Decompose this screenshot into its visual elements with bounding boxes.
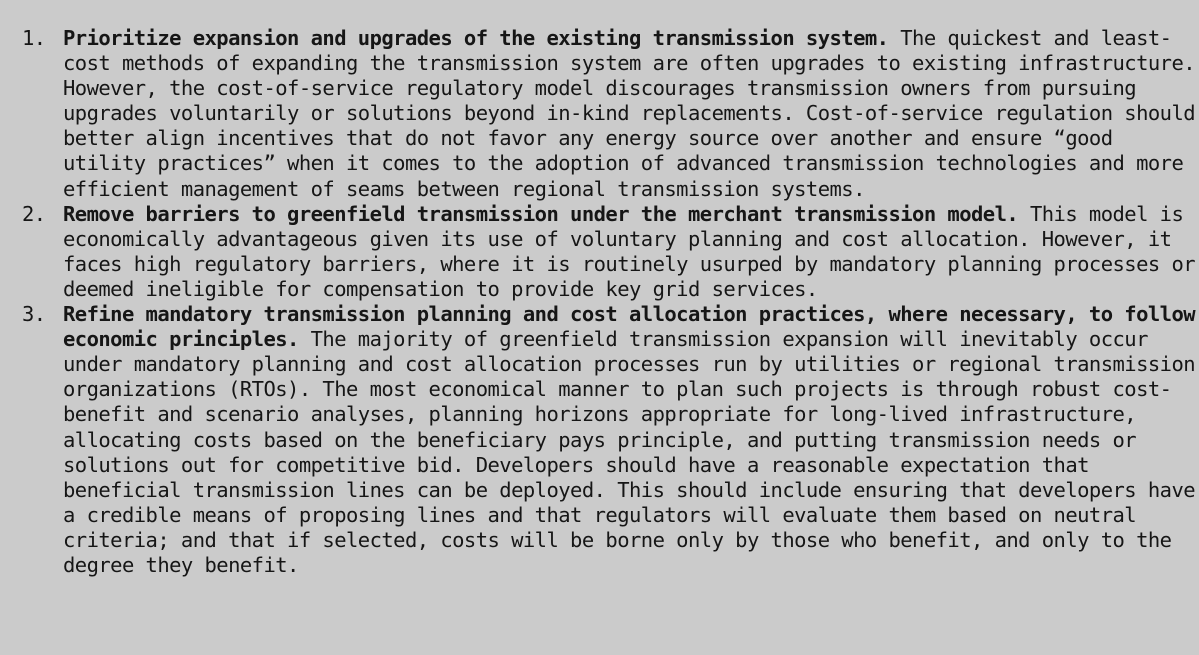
list-item [22, 26, 1199, 202]
item-heading: Prioritize expansion and upgrades of the existing transmission system. [63, 26, 889, 50]
item-text: This model is economically advantageous given its use of voluntary planning and cost allocation. However, it faces high regulatory barriers, where it is routinely usurped by mandatory planning processes or deemed ineligible for compensation to provide key grid services. [63, 201, 1196, 301]
item-heading: Refine mandatory transmission planning and cost allocation practices, where necessary, to follow economic principles. [63, 302, 1196, 352]
list-item [22, 202, 1199, 302]
item-heading: Remove barriers to greenfield transmission under the merchant transmission model. [63, 201, 1019, 226]
item-number: 2. [22, 201, 46, 226]
item-text: The quickest and least-cost methods of expanding the transmission system are often upgrades to existing infrastructure. However, the cost-of-service regulatory model discourages transmission owners from pursuing upgrades voluntarily or solutions beyond in-kind replacements. Cost-of-service regulation should better align incentives that do not favor any energy source over another and ensure “good utility practices” when it comes to the adoption of advanced transmission technologies and more efficient management of seams between regional transmission systems. [63, 26, 1196, 201]
recommendations-list [22, 26, 1199, 578]
item-number: 3. [22, 302, 46, 327]
list-item [22, 302, 1199, 578]
item-text: The majority of greenfield transmission expansion will inevitably occur under mandatory planning and cost allocation processes run by utilities or regional transmission organizations (RTOs). The most economical manner to plan such projects is through robust cost-benefit and scenario analyses, planning horizons appropriate for long-lived infrastructure, allocating costs based on the beneficiary pays principle, and putting transmission needs or solutions out for competitive bid. Developers should have a reasonable expectation that beneficial transmission lines can be deployed. This should include ensuring that developers have a credible means of proposing lines and that regulators will evaluate them based on neutral criteria; and that if selected, costs will be borne only by those who benefit, and only to the degree they benefit. [63, 327, 1196, 577]
item-number: 1. [22, 26, 46, 50]
